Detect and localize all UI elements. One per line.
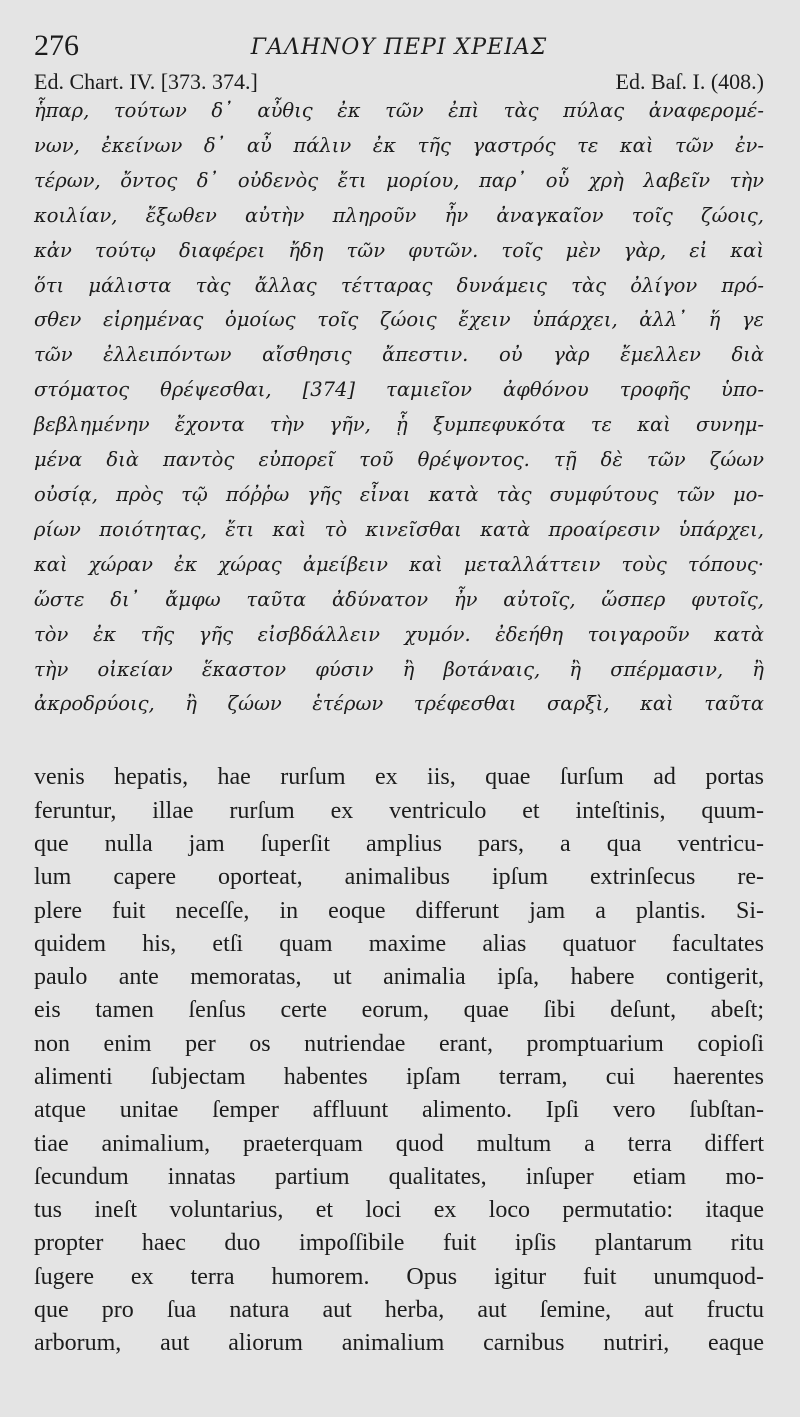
greek-text-line: κοιλίαν, ἔξωθεν αὐτὴν πληροῦν ἦν ἀναγκαῖον τοῖς ζώοις,: [34, 203, 764, 227]
running-head: [34, 26, 764, 66]
greek-text-line: κἀν τούτῳ διαφέρει ἤδη τῶν φυτῶν. τοῖς μὲν γὰρ, εἰ καὶ: [34, 238, 764, 262]
latin-text-line: arborum, aut aliorum animalium carnibus nutriri, eaque: [34, 1330, 764, 1357]
greek-text-line: τέρων, ὄντος δ᾽ οὐδενὸς ἔτι μορίου, παρ᾽ οὗ χρὴ λαβεῖν τὴν: [34, 168, 764, 192]
latin-text-line: ſugere ex terra humorem. Opus igitur fuit unumquod-: [34, 1263, 764, 1290]
greek-text-line: τὴν οἰκείαν ἕκαστον φύσιν ἢ βοτάναις, ἢ σπέρμασιν, ἢ: [34, 657, 764, 681]
latin-text-block: [34, 761, 764, 1360]
latin-text-line: que nulla jam ſuperſit amplius pars, a qua ventricu-: [34, 830, 764, 857]
greek-text-line: ὅτι μάλιστα τὰς ἄλλας τέτταρας δυνάμεις τὰς ὀλίγον πρό-: [34, 273, 764, 297]
latin-text-line: tiae animalium, praeterquam quod multum a terra differt: [34, 1130, 764, 1157]
greek-text-line: βεβλημένην ἔχοντα τὴν γῆν, ᾗ ξυμπεφυκότα τε καὶ συνημ-: [34, 413, 764, 437]
latin-text-line: quidem his, etſi quam maxime alias quatuor facultates: [34, 930, 764, 957]
greek-text-line: ἀκροδρύοις, ἢ ζώων ἑτέρων τρέφεσθαι σαρξὶ, καὶ ταῦτα: [34, 692, 764, 716]
greek-text-line: τὸν ἐκ τῆς γῆς εἰσβδάλλειν χυμόν. ἐδεήθη τοιγαροῦν κατὰ: [34, 622, 764, 646]
latin-text-line: eis tamen ſenſus certe eorum, quae ſibi deſunt, abeſt;: [34, 997, 764, 1024]
greek-text-line: ρίων ποιότητας, ἔτι καὶ τὸ κινεῖσθαι κατὰ προαίρεσιν ὑπάρχει,: [34, 517, 764, 541]
latin-text-line: ſecundum innatas partium qualitates, inſuper etiam mo-: [34, 1163, 764, 1190]
greek-text-line: τῶν ἐλλειπόντων αἴσθησις ἄπεστιν. οὐ γὰρ ἔμελλεν διὰ: [34, 343, 764, 367]
greek-text-line: σθεν εἰρημένας ὁμοίως τοῖς ζώοις ἔχειν ὑπάρχει, ἀλλ᾽ ἥ γε: [34, 308, 764, 332]
greek-text-line: ὥστε δι᾽ ἄμφω ταῦτα ἀδύνατον ἦν αὐτοῖς, ὥσπερ φυτοῖς,: [34, 587, 764, 611]
greek-text-block: [34, 94, 764, 722]
latin-text-line: paulo ante memoratas, ut animalia ipſa, habere contigerit,: [34, 964, 764, 991]
latin-text-line: lum capere oporteat, animalibus ipſum extrinſecus re-: [34, 864, 764, 891]
greek-text-line: καὶ χώραν ἐκ χώρας ἀμείβειν καὶ μεταλλάττειν τοὺς τόπους·: [34, 552, 764, 576]
latin-text-line: venis hepatis, hae rurſum ex iis, quae ſurſum ad portas: [34, 764, 764, 791]
edition-reference-line: [34, 66, 764, 98]
latin-text-line: non enim per os nutriendae erant, promptuarium copioſi: [34, 1030, 764, 1057]
greek-text-line: νων, ἐκείνων δ᾽ αὖ πάλιν ἐκ τῆς γαστρός τε καὶ τῶν ἐν-: [34, 133, 764, 157]
latin-text-line: atque unitae ſemper affluunt alimento. Ipſi vero ſubſtan-: [34, 1097, 764, 1124]
running-title: ΓΑΛΗΝΟΥ ΠΕΡΙ ΧΡΕΙΑΣ: [250, 35, 548, 60]
latin-text-line: feruntur, illae rurſum ex ventriculo et inteſtinis, quum-: [34, 797, 764, 824]
greek-text-line: οὐσίᾳ, πρὸς τῷ πόῤῥω γῆς εἶναι κατὰ τὰς συμφύτους τῶν μο-: [34, 482, 764, 506]
latin-text-line: que pro ſua natura aut herba, aut ſemine, aut fructu: [34, 1297, 764, 1324]
page-number: 276: [34, 29, 79, 62]
greek-text-line: στόματος θρέψεσθαι, [374] ταμιεῖον ἀφθόνου τροφῆς ὑπο-: [34, 378, 764, 402]
latin-text-line: tus ineſt voluntarius, et loci ex loco permutatio: itaque: [34, 1197, 764, 1224]
latin-text-line: plere fuit neceſſe, in eoque differunt jam a plantis. Si-: [34, 897, 764, 924]
latin-text-line: alimenti ſubjectam habentes ipſam terram, cui haerentes: [34, 1063, 764, 1090]
greek-text-line: μένα διὰ παντὸς εὐπορεῖ τοῦ θρέψοντος. τῇ δὲ τῶν ζώων: [34, 448, 764, 472]
edition-chartier-reference: Ed. Chart. IV. [373. 374.]: [34, 69, 258, 94]
latin-text-line: propter haec duo impoſſibile fuit ipſis plantarum ritu: [34, 1230, 764, 1257]
edition-basel-reference: Ed. Baſ. I. (408.): [615, 69, 764, 94]
greek-text-line: ἧπαρ, τούτων δ᾽ αὖθις ἐκ τῶν ἐπὶ τὰς πύλας ἀναφερομέ-: [34, 99, 764, 122]
